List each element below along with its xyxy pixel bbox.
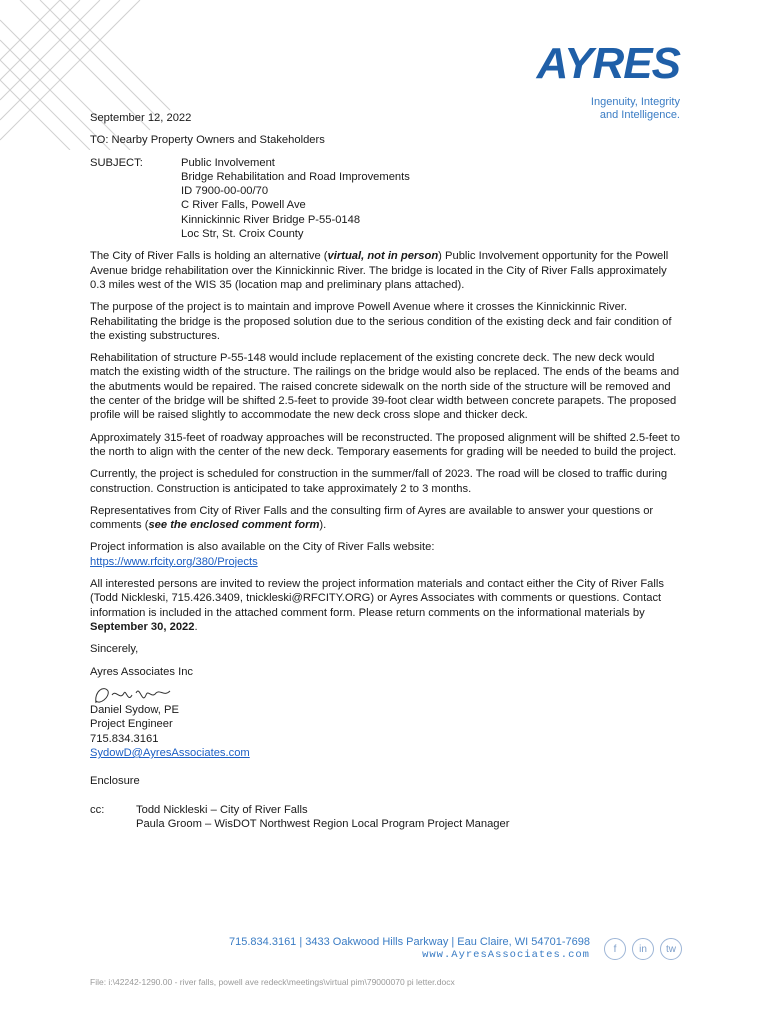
- paragraph-contact: [90, 577, 680, 634]
- emphasis: see the enclosed comment form: [148, 519, 320, 532]
- subject-line: C River Falls, Powell Ave: [181, 199, 306, 212]
- footer-website[interactable]: www.AyresAssociates.com: [422, 949, 590, 961]
- text: Representatives from City of River Falls and the consulting firm of Ayres are available to answer your questions or comments (: [90, 504, 654, 532]
- footer: [0, 936, 590, 961]
- subject-line: ID 7900-00-00/70: [181, 185, 269, 198]
- text: ).: [319, 519, 327, 532]
- subject-label: SUBJECT:: [90, 156, 143, 169]
- signer-name: Daniel Sydow, PE: [90, 704, 179, 717]
- closing: Sincerely,: [90, 643, 139, 656]
- twitter-icon[interactable]: tw: [660, 938, 682, 960]
- subject-block: [90, 156, 680, 242]
- cc-block: [90, 803, 680, 832]
- cc-item: Paula Groom – WisDOT Northwest Region Local Program Project Manager: [136, 817, 510, 830]
- paragraph-rehab: Rehabilitation of structure P-55-148 would include replacement of the existing concrete deck. The new deck would match the existing width of the structure. The railings on the bridge would also be replaced. The ends of the beams and the abutments would be repaired. The raised concrete sidewalk on the north side of the structure will be removed and the center of the bridge will be shifted 2.5-feet to provide 39-foot clear width between concrete parapets. The proposed profile will be raised slightly to accommodate the new deck cross slope and thicker deck.: [90, 352, 680, 422]
- signer-email-link[interactable]: SydowD@AyresAssociates.com: [90, 746, 250, 759]
- letter-recipient: TO: Nearby Property Owners and Stakeholders: [90, 134, 325, 147]
- tagline-line-2: and Intelligence.: [599, 109, 680, 121]
- text: Project information is also available on the City of River Falls website:: [90, 541, 435, 554]
- company-name: Ayres Associates Inc: [90, 665, 194, 678]
- cc-list: [136, 803, 509, 832]
- paragraph-purpose: The purpose of the project is to maintain and improve Powell Avenue where it crosses the Kinnickinnic River. Rehabilitating the bridge is the proposed solution due to the serious condition of the existing deck and fair condition of the existing substructures.: [90, 301, 672, 342]
- text: The City of River Falls is holding an alternative (: [90, 250, 328, 263]
- subject-line: Loc Str, St. Croix County: [181, 228, 304, 241]
- cc-item: Todd Nickleski – City of River Falls: [136, 803, 308, 816]
- letter-body: [90, 111, 680, 831]
- company-logo: [536, 39, 680, 122]
- footer-contact: 715.834.3161 | 3433 Oakwood Hills Parkway | Eau Claire, WI 54701-7698: [229, 936, 590, 948]
- text: All interested persons are invited to review the project information materials and contact either the City of River Falls (Todd Nickleski, 715.426.3409, tnickleski@RFCITY.ORG) or Ayres Associates with comments or questions. Contact information is included in the attached comment form. Please return comments on the informational materials by: [90, 578, 664, 619]
- cc-label: cc:: [90, 803, 105, 816]
- projects-link[interactable]: https://www.rfcity.org/380/Projects: [90, 555, 258, 568]
- paragraph-approaches: Approximately 315-feet of roadway approaches will be reconstructed. The proposed alignment will be shifted 2.5-feet to the north to align with the center of the new deck. Temporary easements for grading will be needed to build the project.: [90, 431, 680, 458]
- deadline: September 30, 2022: [90, 620, 195, 633]
- file-path: File: i:\42242-1290.00 - river falls, powell ave redeck\meetings\virtual pim\79000070 pi letter.docx: [90, 977, 455, 987]
- signer-phone: 715.834.3161: [90, 732, 159, 745]
- subject-line: Bridge Rehabilitation and Road Improvements: [181, 170, 410, 183]
- text: .: [194, 620, 198, 633]
- logo-wordmark: AYRES: [536, 39, 680, 88]
- subject-lines: [181, 156, 410, 242]
- letter-date: September 12, 2022: [90, 112, 192, 124]
- signer-title: Project Engineer: [90, 718, 173, 731]
- subject-line: Public Involvement: [181, 156, 275, 169]
- facebook-icon[interactable]: f: [604, 938, 626, 960]
- paragraph-representatives: [90, 504, 680, 533]
- text: ) Public Involvement opportunity for the Powell Avenue bridge rehabilitation over the Kinnickinnic River. The bridge is located in the City of River Falls approximately 0.3 miles west of the WIS 35 (location map and preliminary plans attached).: [90, 250, 669, 291]
- subject-line: Kinnickinnic River Bridge P-55-0148: [181, 213, 361, 226]
- emphasis: virtual, not in person: [327, 250, 439, 263]
- paragraph-intro: [90, 249, 680, 292]
- paragraph-schedule: Currently, the project is scheduled for construction in the summer/fall of 2023. The road will be closed to traffic during construction. Construction is anticipated to take approximately 2 to 3 months.: [90, 468, 668, 495]
- social-links: [604, 938, 682, 960]
- paragraph-website: [90, 540, 680, 569]
- tagline-line-1: Ingenuity, Integrity: [590, 96, 680, 108]
- linkedin-icon[interactable]: in: [632, 938, 654, 960]
- enclosure-note: Enclosure: [90, 775, 140, 788]
